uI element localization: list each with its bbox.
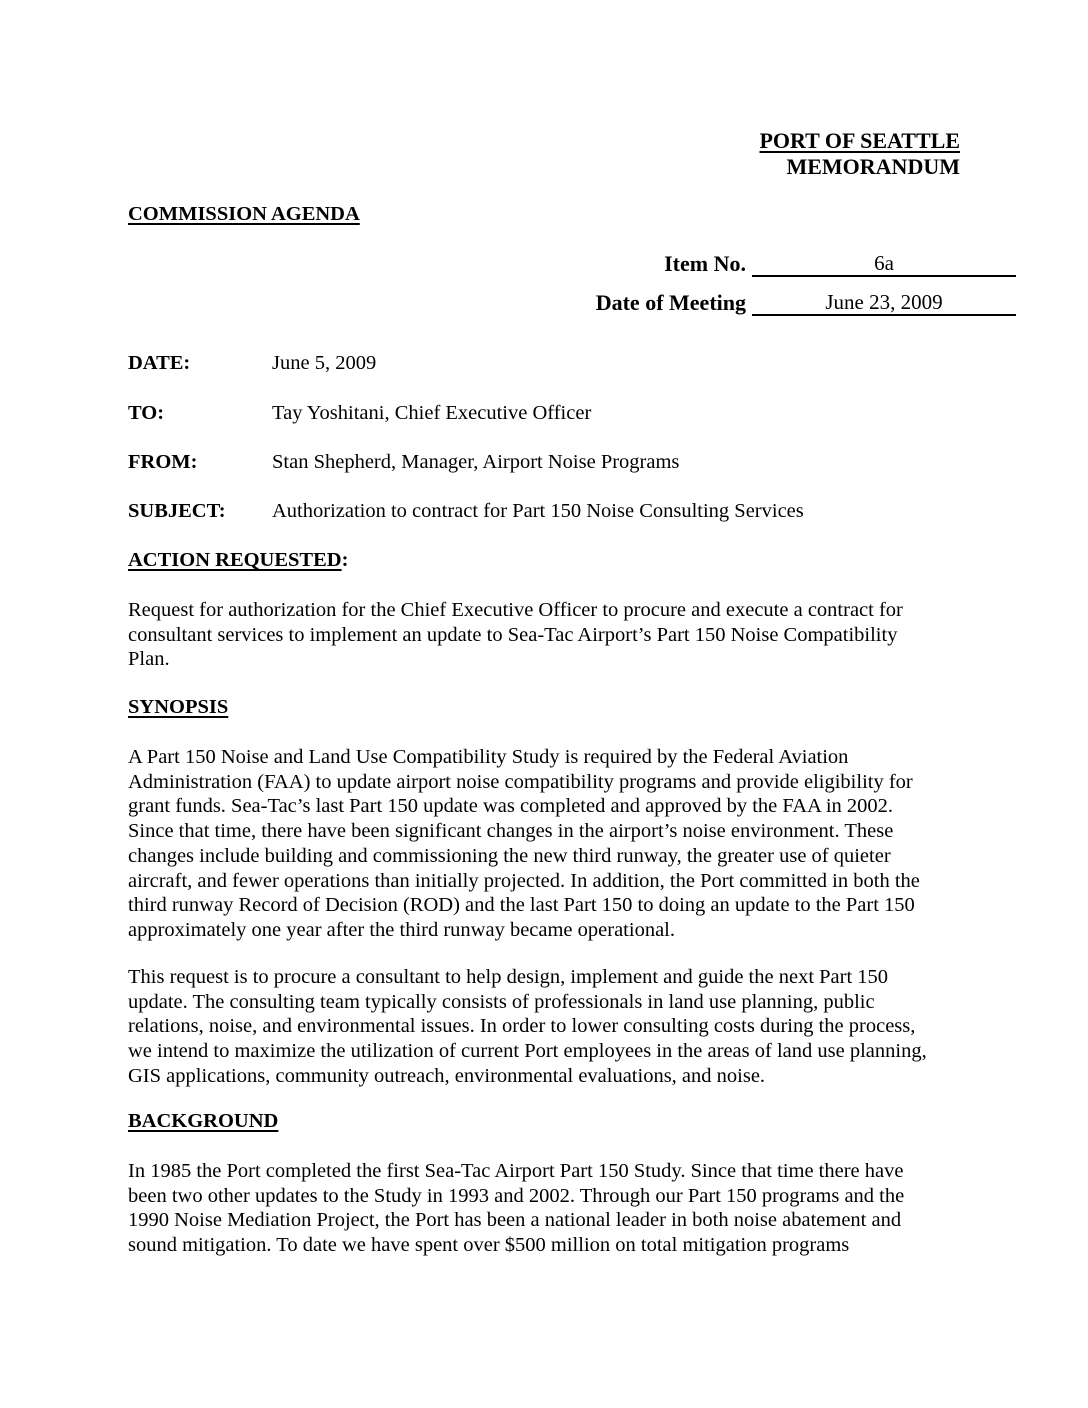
paragraph-line: Request for authorization for the Chief Executive Officer to procure and execute a contract for xyxy=(128,599,903,621)
item-number-label: Item No. xyxy=(664,251,746,276)
background-paragraph-1 xyxy=(128,1159,963,1258)
synopsis-paragraph-2 xyxy=(128,965,963,1089)
paragraph-line: update. The consulting team typically consists of professionals in land use planning, public xyxy=(128,990,875,1013)
paragraph-line: approximately one year after the third runway became operational. xyxy=(128,918,675,941)
from-label: FROM: xyxy=(128,451,198,473)
paragraph-line: relations, noise, and environmental issues. In order to lower consulting costs during the process, xyxy=(128,1015,916,1038)
paragraph-line: third runway Record of Decision (ROD) and the last Part 150 to doing an update to the Part 150 xyxy=(128,894,915,917)
synopsis-paragraph-1 xyxy=(128,745,963,943)
paragraph-line: consultant services to implement an update to Sea-Tac Airport’s Part 150 Noise Compatibility xyxy=(128,623,898,646)
meeting-date-row xyxy=(596,290,1016,316)
paragraph-line: This request is to procure a consultant to help design, implement and guide the next Part 150 xyxy=(128,966,889,988)
paragraph-line: Administration (FAA) to update airport noise compatibility programs and provide eligibility for xyxy=(128,770,913,793)
doc-type: MEMORANDUM xyxy=(786,154,960,179)
paragraph-line: grant funds. Sea-Tac’s last Part 150 update was completed and approved by the FAA in 2002. xyxy=(128,795,894,818)
action-requested-colon: : xyxy=(341,549,349,571)
subject-label: SUBJECT: xyxy=(128,500,226,522)
to-label: TO: xyxy=(128,402,165,424)
paragraph-line: changes include building and commissioning the new third runway, the greater use of quieter xyxy=(128,844,891,867)
action-requested-heading xyxy=(128,549,348,572)
synopsis-heading: SYNOPSIS xyxy=(128,696,229,718)
paragraph-line: A Part 150 Noise and Land Use Compatibility Study is required by the Federal Aviation xyxy=(128,746,849,768)
paragraph-line: 1990 Noise Mediation Project, the Port has been a national leader in both noise abatement and xyxy=(128,1209,902,1232)
item-number-value: 6a xyxy=(752,251,1016,277)
commission-agenda-label: COMMISSION AGENDA xyxy=(128,203,360,225)
paragraph-line: aircraft, and fewer operations than initially projected. In addition, the Port committed in both the xyxy=(128,869,920,892)
paragraph-line: In 1985 the Port completed the first Sea-Tac Airport Part 150 Study. Since that time there have xyxy=(128,1160,904,1182)
meeting-date-value: June 23, 2009 xyxy=(752,290,1016,316)
memo-header xyxy=(759,128,960,180)
paragraph-line: sound mitigation. To date we have spent over $500 million on total mitigation programs xyxy=(128,1234,850,1257)
to-value: Tay Yoshitani, Chief Executive Officer xyxy=(272,402,592,424)
paragraph-line: we intend to maximize the utilization of current Port employees in the areas of land use planning, xyxy=(128,1040,927,1063)
paragraph-line: Plan. xyxy=(128,648,170,671)
paragraph-line: been two other updates to the Study in 1993 and 2002. Through our Part 150 programs and the xyxy=(128,1184,905,1207)
background-heading: BACKGROUND xyxy=(128,1110,279,1132)
action-requested-paragraph xyxy=(128,598,963,672)
date-value: June 5, 2009 xyxy=(272,352,377,374)
item-number-row xyxy=(664,251,1016,277)
paragraph-line: Since that time, there have been significant changes in the airport’s noise environment. These xyxy=(128,820,894,843)
action-requested-heading-text: ACTION REQUESTED xyxy=(128,549,342,571)
org-name: PORT OF SEATTLE xyxy=(759,128,960,153)
from-value: Stan Shepherd, Manager, Airport Noise Programs xyxy=(272,451,680,473)
date-label: DATE: xyxy=(128,352,191,374)
meeting-date-label: Date of Meeting xyxy=(595,290,746,315)
subject-value: Authorization to contract for Part 150 Noise Consulting Services xyxy=(272,500,804,522)
paragraph-line: GIS applications, community outreach, environmental evaluations, and noise. xyxy=(128,1064,766,1087)
